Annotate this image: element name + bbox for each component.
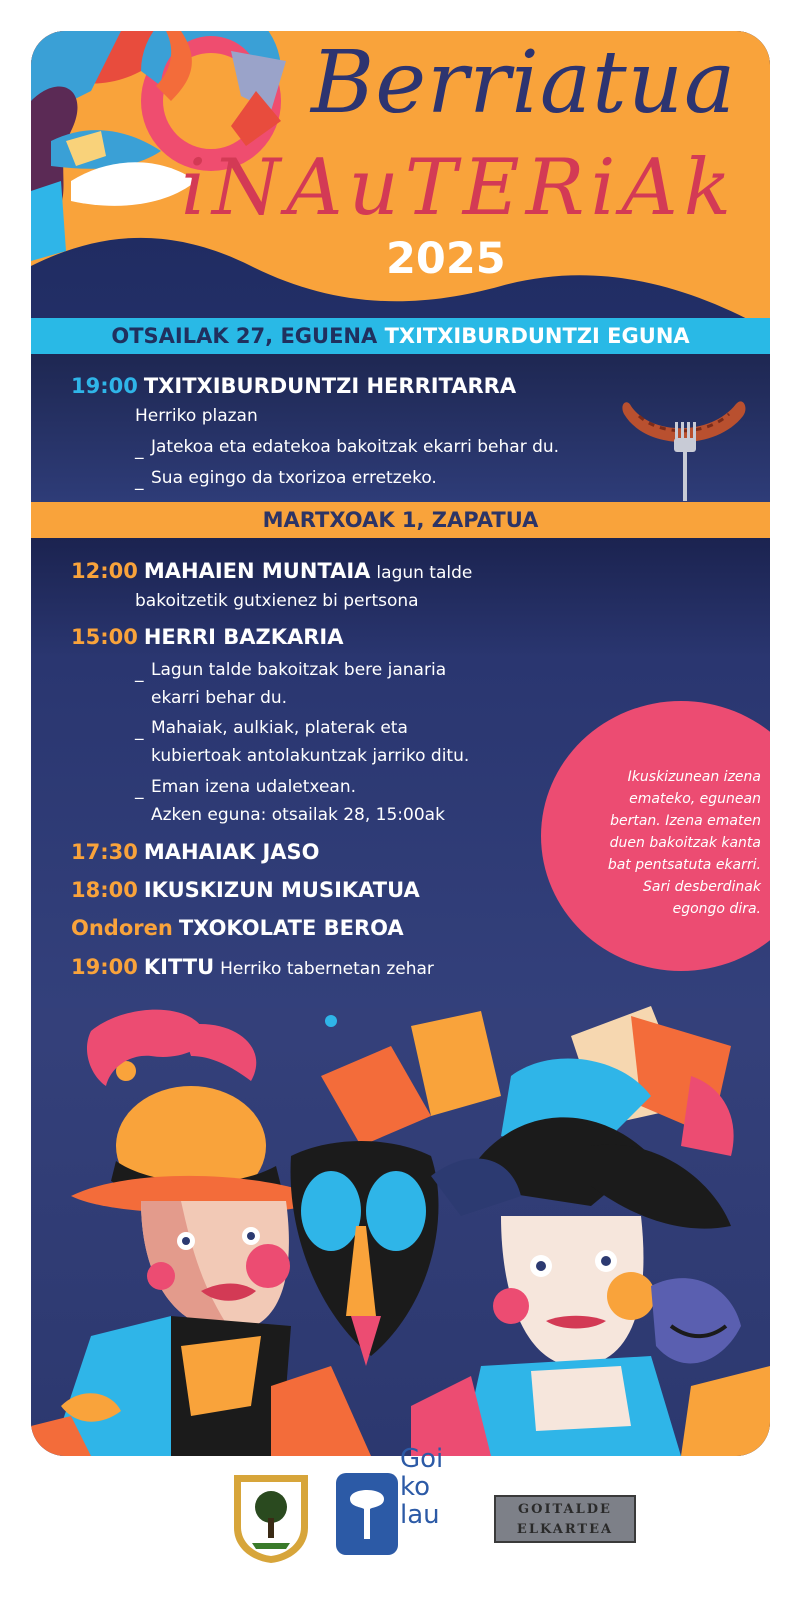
title-berriatua: Berriatua xyxy=(311,33,737,133)
callout-line: bertan. Izena ematen xyxy=(610,813,761,829)
event-desc: Herriko tabernetan zehar xyxy=(220,959,434,979)
callout-line: Sari desberdinak xyxy=(643,879,761,895)
event-desc-cont: bakoitzetik gutxienez bi pertsona xyxy=(135,591,419,611)
goitalde-elkartea-logo: GOITALDE ELKARTEA xyxy=(494,1495,636,1543)
carnival-illustration xyxy=(31,986,770,1456)
event-time: 17:30 xyxy=(71,840,138,864)
day1-band xyxy=(31,318,770,354)
event-time: Ondoren xyxy=(71,916,173,940)
day2-date: MARTXOAK 1, ZAPATUA xyxy=(262,508,539,532)
goikolau-logo-mark xyxy=(336,1473,398,1555)
title-inauteriak: iNAuTERiAk xyxy=(181,143,737,233)
event-time: 15:00 xyxy=(71,625,138,649)
event-time: 18:00 xyxy=(71,878,138,902)
bullet-dash: _ xyxy=(135,780,144,800)
event-herri-bazkaria xyxy=(71,625,344,649)
callout-text xyxy=(551,766,761,920)
event-ikuskizun-musikatua xyxy=(71,878,420,902)
event-note-cont: ekarri behar du. xyxy=(151,688,288,708)
callout-line: emateko, egunean xyxy=(629,791,761,807)
bullet-dash: _ xyxy=(135,471,144,491)
year: 2025 xyxy=(386,234,506,284)
event-txitxiburduntzi xyxy=(71,374,516,398)
event-mahaiak-jaso xyxy=(71,840,320,864)
event-name: TXITXIBURDUNTZI HERRITARRA xyxy=(143,374,517,398)
sausage-fork-icon xyxy=(621,386,751,506)
callout-line: Ikuskizunean izena xyxy=(627,769,761,785)
event-name: HERRI BAZKARIA xyxy=(143,625,344,649)
event-note: Mahaiak, aulkiak, platerak eta xyxy=(151,718,408,738)
event-kittu xyxy=(71,955,434,979)
event-name: IKUSKIZUN MUSIKATUA xyxy=(143,878,420,902)
event-note: Sua egingo da txorizoa erretzeko. xyxy=(151,468,437,488)
day1-date: OTSAILAK 27, EGUENA xyxy=(111,324,378,348)
event-time: 19:00 xyxy=(71,374,138,398)
event-name: MAHAIAK JASO xyxy=(143,840,320,864)
goikolau-logo-text xyxy=(400,1445,443,1529)
event-name: TXOKOLATE BEROA xyxy=(178,916,404,940)
event-txokolate-beroa xyxy=(71,916,404,940)
event-name: KITTU xyxy=(143,955,215,979)
callout-line: egongo dira. xyxy=(672,901,761,917)
goikolau-line: Goi xyxy=(400,1444,444,1474)
event-note: Jatekoa eta edatekoa bakoitzak ekarri behar du. xyxy=(151,437,560,457)
event-name: MAHAIEN MUNTAIA xyxy=(143,559,371,583)
poster xyxy=(31,31,770,1456)
goikolau-line: ko xyxy=(400,1472,431,1502)
goikolau-line: lau xyxy=(400,1500,440,1530)
event-desc: lagun talde xyxy=(376,563,473,583)
event-note: Eman izena udaletxean. xyxy=(151,777,357,797)
event-time: 19:00 xyxy=(71,955,138,979)
event-place: Herriko plazan xyxy=(135,406,258,426)
event-note-cont: Azken eguna: otsailak 28, 15:00ak xyxy=(151,805,445,825)
callout-line: bat pentsatuta ekarri. xyxy=(607,857,761,873)
event-time: 12:00 xyxy=(71,559,138,583)
event-note: Lagun talde bakoitzak bere janaria xyxy=(151,660,447,680)
callout-line: duen bakoitzak kanta xyxy=(609,835,761,851)
event-mahaien-muntaia xyxy=(71,559,472,583)
bullet-dash: _ xyxy=(135,721,144,741)
event-note-cont: kubiertoak antolakuntzak jarriko ditu. xyxy=(151,746,470,766)
bullet-dash: _ xyxy=(135,440,144,460)
bullet-dash: _ xyxy=(135,663,144,683)
town-shield-logo xyxy=(232,1473,310,1565)
day1-theme: TXITXIBURDUNTZI EGUNA xyxy=(384,324,690,348)
day2-band xyxy=(31,502,770,538)
